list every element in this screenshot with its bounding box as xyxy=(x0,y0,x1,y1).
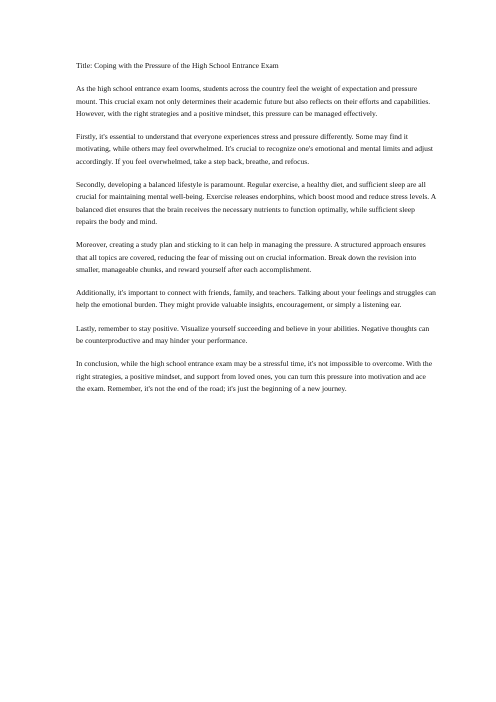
document-page xyxy=(76,60,436,406)
document-title: Title: Coping with the Pressure of the High School Entrance Exam xyxy=(76,61,279,70)
paragraph-lastly: Lastly, remember to stay positive. Visualize yourself succeeding and believe in your abilities. Negative thoughts can be counterproductive and may hinder your performance. xyxy=(76,323,430,346)
paragraph-firstly: Firstly, it's essential to understand that everyone experiences stress and pressure differently. Some may find it motivating, while others may feel overwhelmed. It's crucial to recognize one's emotional and mental limits and adjust accordingly. If you feel overwhelmed, take a step back, breathe, and refocus. xyxy=(76,132,434,166)
paragraph-secondly: Secondly, developing a balanced lifestyle is paramount. Regular exercise, a healthy diet, and sufficient sleep are all crucial for maintaining mental well-being. Exercise releases endorphins, which boost mood and reduce stress levels. A balanced diet ensures that the brain receives the necessary nutrients to function optimally, while sufficient sleep repairs the body and mind. xyxy=(76,180,436,226)
paragraph-moreover: Moreover, creating a study plan and sticking to it can help in managing the pressure. A structured approach ensures that all topics are covered, reducing the fear of missing out on crucial information. Break down the revision into smaller, manageable chunks, and reward yourself after each accomplishment. xyxy=(76,240,426,274)
paragraph-intro: As the high school entrance exam looms, students across the country feel the weight of expectation and pressure mount. This crucial exam not only determines their academic future but also reflects on their efforts and capabilities. However, with the right strategies and a positive mindset, this pressure can be managed effectively. xyxy=(76,84,431,118)
paragraph-additionally: Additionally, it's important to connect with friends, family, and teachers. Talking about your feelings and struggles can help the emotional burden. They might provide valuable insights, encouragement, or simply a listening ear. xyxy=(76,288,436,310)
paragraph-conclusion: In conclusion, while the high school entrance exam may be a stressful time, it's not impossible to overcome. With the right strategies, a positive mindset, and support from loved ones, you can turn this pressure into motivation and ace the exam. Remember, it's not the end of the road; it's just the beginning of a new journey. xyxy=(76,359,433,393)
